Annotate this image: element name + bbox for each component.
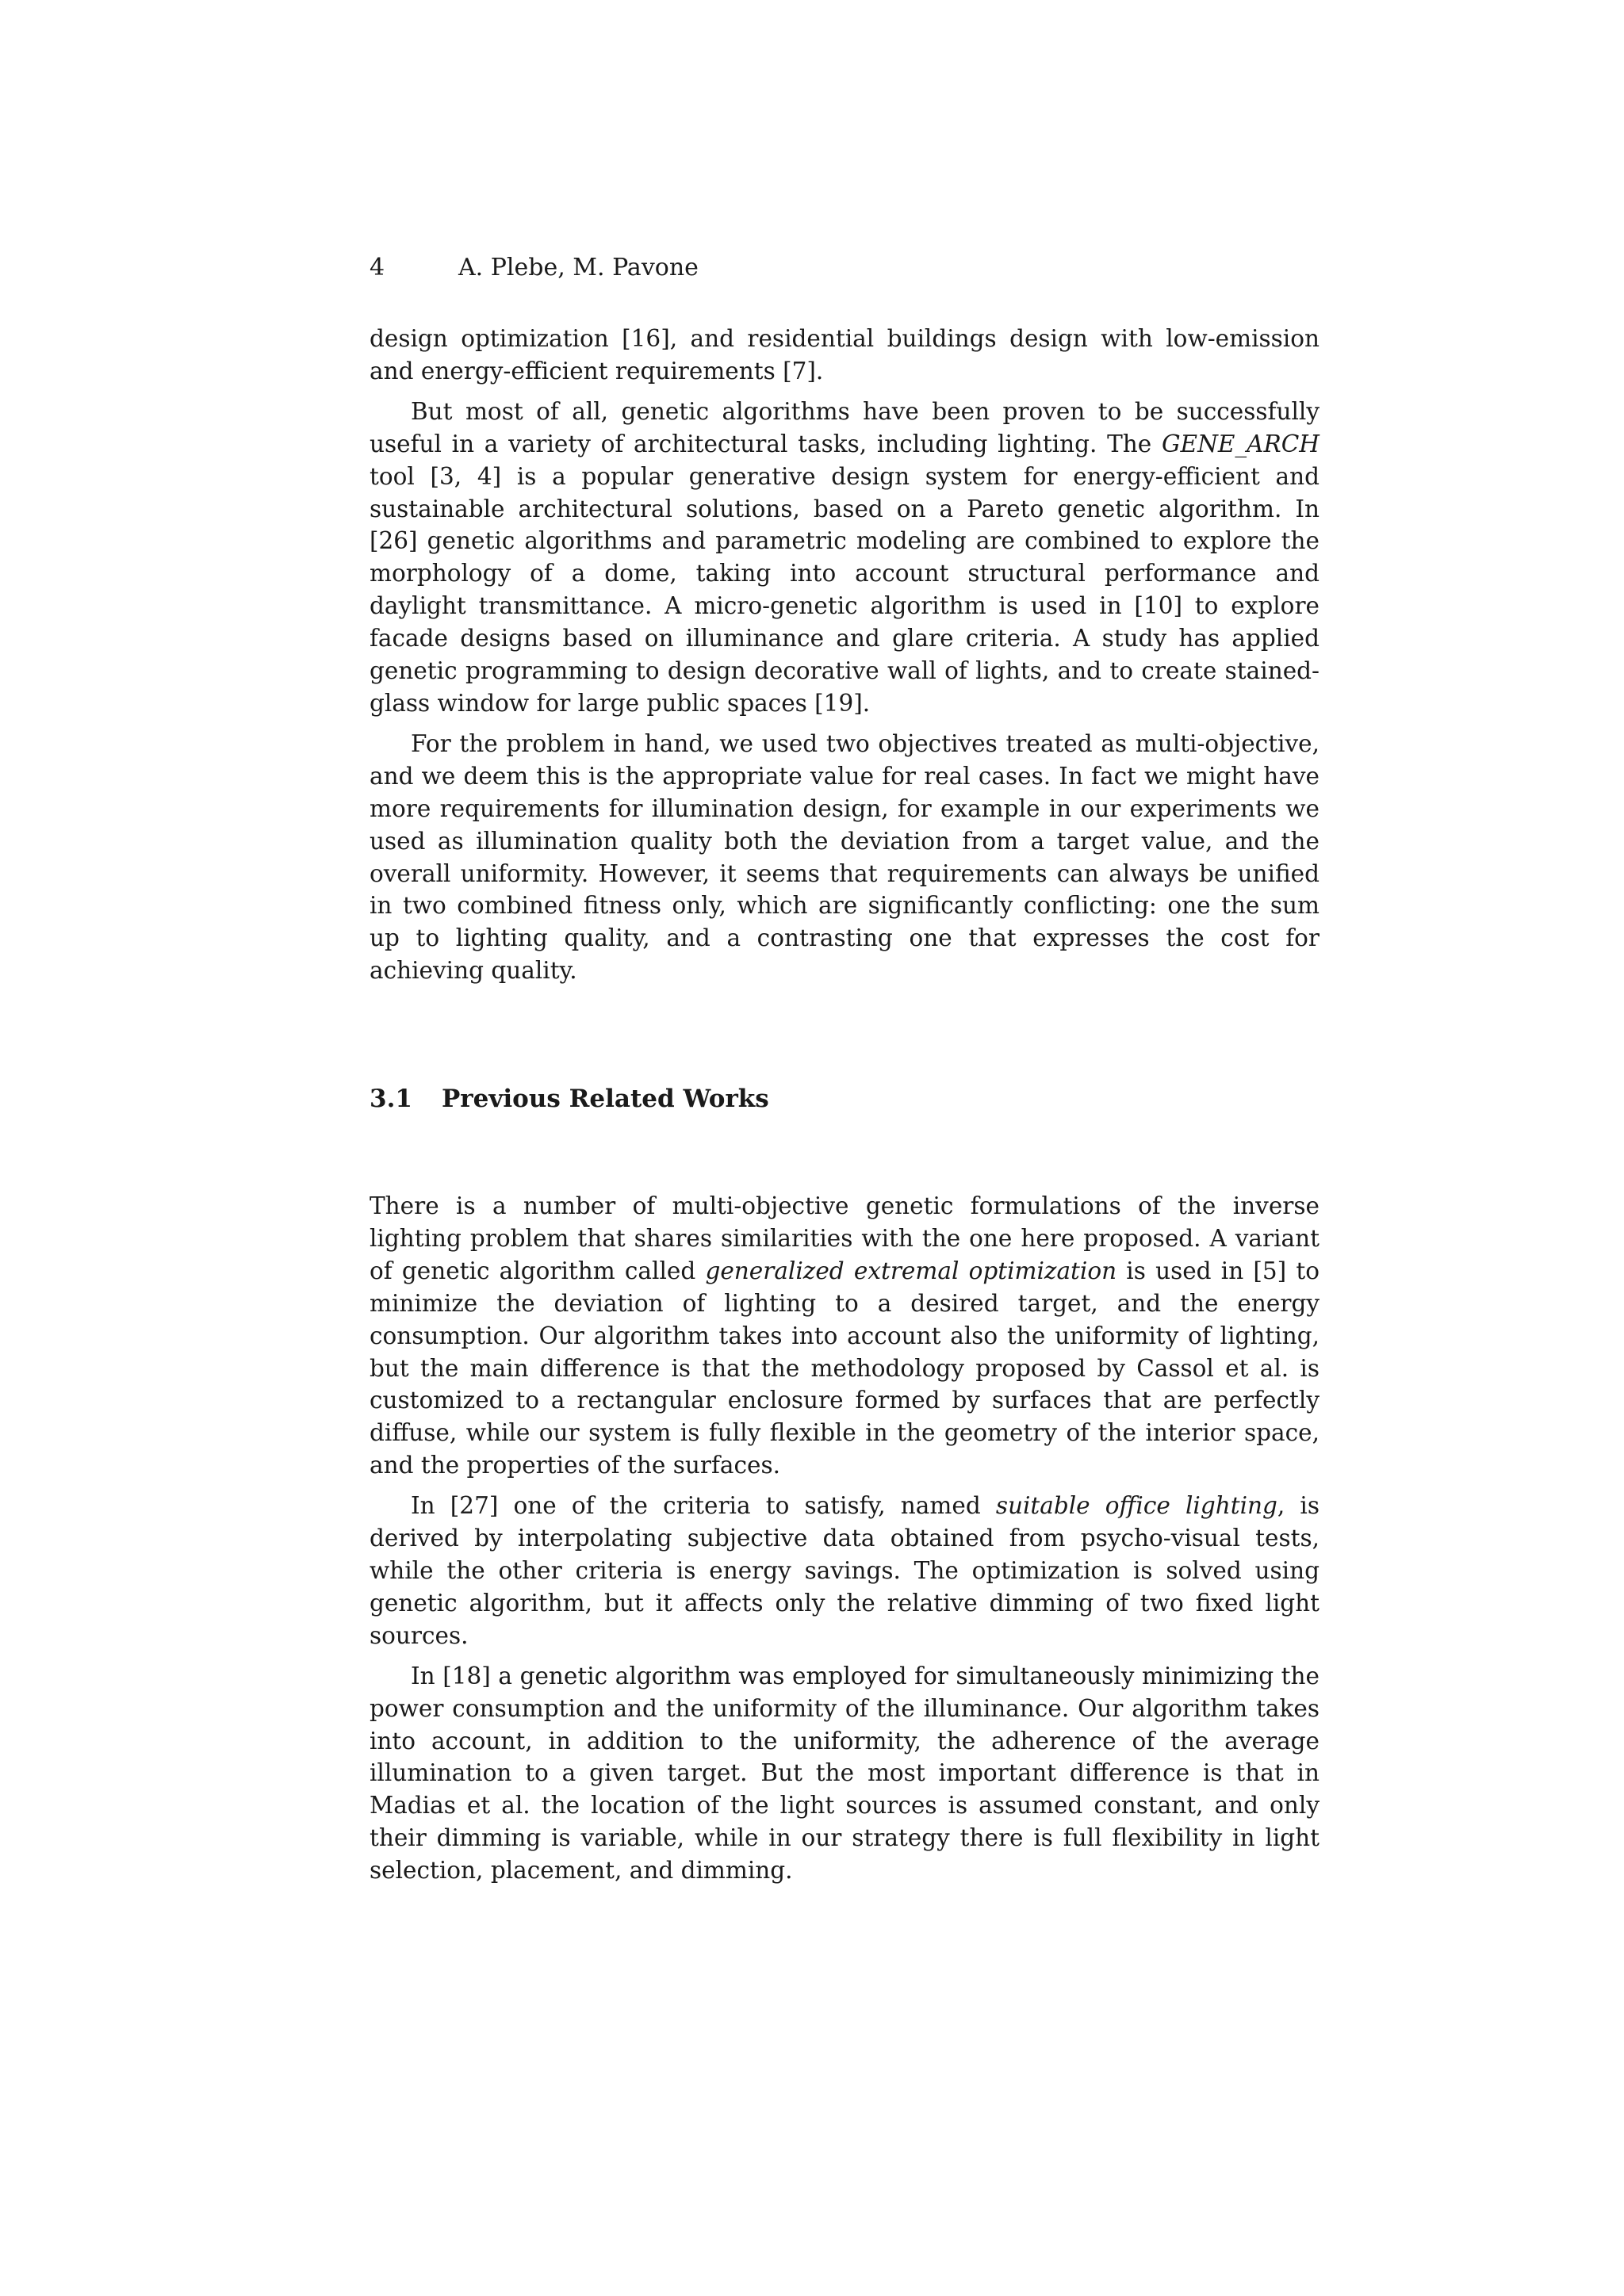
header-authors: A. Plebe, M. Pavone <box>458 254 699 281</box>
paragraph-text: There is a number of multi-objective genetic formulations of the inverse lighting problem that shares similarities with the one here proposed. A variant of genetic algorithm called <box>370 1192 1320 1284</box>
body-text-bottom <box>370 1190 1320 1887</box>
paragraph-text: In [27] one of the criteria to satisfy, named <box>411 1492 996 1520</box>
paragraph-text: , is derived by interpolating subjective data obtained from psycho-visual tests, while the other criteria is energy savings. The optimization is solved using genetic algorithm, but it affects only the relative dimming of two fixed light sources. <box>370 1492 1320 1649</box>
section-heading <box>370 1083 769 1115</box>
section-number: 3.1 <box>370 1085 412 1113</box>
section-title: Previous Related Works <box>442 1085 769 1113</box>
paragraph: design optimization [16], and residential buildings design with low-emission and energy-efficient requirements [7]. <box>370 325 1320 385</box>
paragraph <box>370 1190 1320 1482</box>
emphasized-term: suitable office lighting <box>995 1492 1277 1520</box>
paragraph: For the problem in hand, we used two objectives treated as multi-objective, and we deem this is the appropriate value for real cases. In fact we might have more requirements for illumination design, for example in our experiments we used as illumination quality both the deviation from a target value, and the overall uniformity. However, it seems that requirements can always be unified in two combined fitness only, which are significantly conflicting: one the sum up to lighting quality, and a contrasting one that expresses the cost for achieving quality. <box>370 729 1320 985</box>
paragraph-text: is used in [5] to minimize the deviation of lighting to a desired target, and the energy consumption. Our algorithm takes into account also the uniformity of lighting, but the main difference is that the methodology proposed by Cassol et al. is customized to a rectangular enclosure formed by surfaces that are perfectly diffuse, while our system is fully flexible in the geometry of the interior space, and the properties of the surfaces. <box>370 1257 1320 1479</box>
emphasized-term: generalized extremal optimization <box>705 1257 1117 1284</box>
paragraph <box>370 396 1320 720</box>
tool-name: GENE_ARCH <box>1161 430 1320 457</box>
paragraph <box>370 1490 1320 1652</box>
paragraph-text: tool [3, 4] is a popular generative design system for energy-efficient and sustainable architectural solutions, based on a Pareto genetic algorithm. In [26] genetic algorithms and parametric modeling are combined to explore the morphology of a dome, taking into account structural performance and daylight transmittance. A micro-genetic algorithm is used in [10] to explore facade designs based on illuminance and glare criteria. A study has applied genetic programming to design decorative wall of lights, and to create stained-glass window for large public spaces [19]. <box>370 462 1320 717</box>
body-text-top <box>370 323 1320 987</box>
page-number: 4 <box>370 254 385 281</box>
paragraph: In [18] a genetic algorithm was employed for simultaneously minimizing the power consumption and the uniformity of the illuminance. Our algorithm takes into account, in addition to the uniformity, the adherence of the average illumination to a given target. But the most important difference is that in Madias et al. the location of the light sources is assumed constant, and only their dimming is variable, while in our strategy there is full flexibility in light selection, placement, and dimming. <box>370 1662 1320 1885</box>
running-header <box>370 252 699 284</box>
paragraph-text: But most of all, genetic algorithms have been proven to be successfully useful in a variety of architectural tasks, including lighting. The <box>370 397 1320 457</box>
